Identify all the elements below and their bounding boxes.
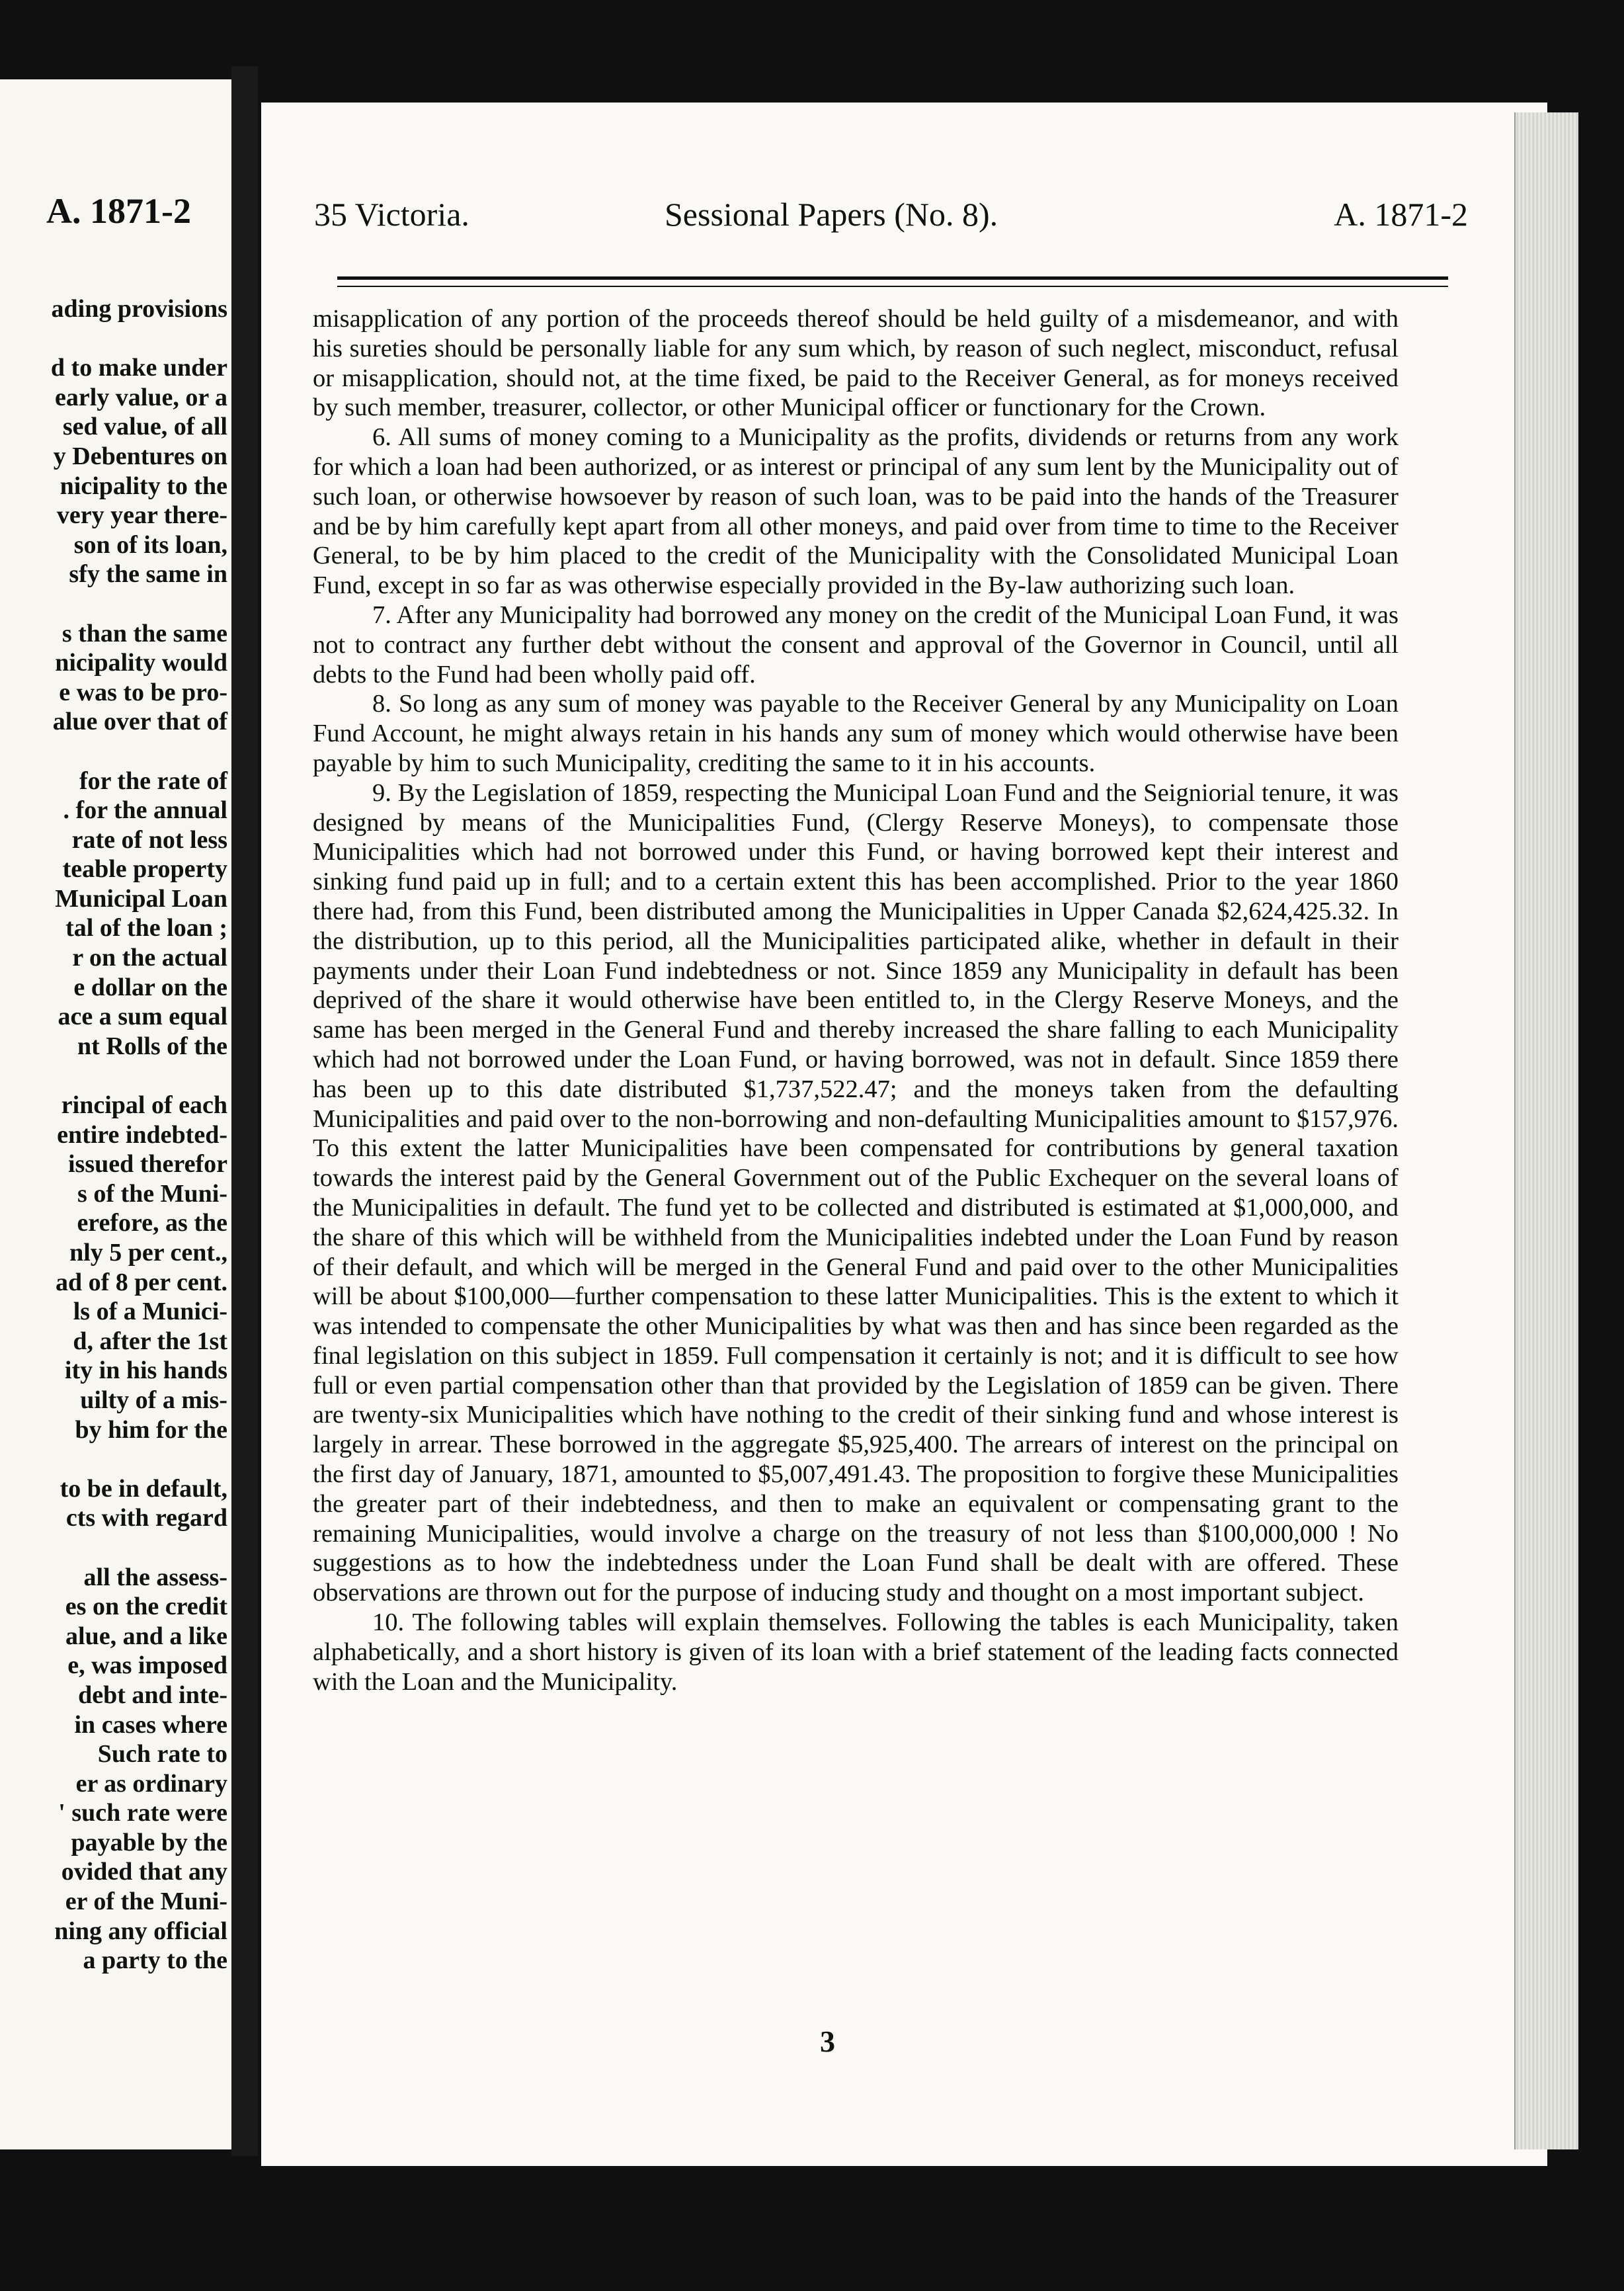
paragraph-continuation: misapplication of any portion of the proceeds thereof should be held guilty of a misdemeanor, and with his sureties should be personally liable for any sum which, by reason of such neglect, misconduct, refusal or misapplication, should not, at the time fixed, be paid to the Receiver General, as for moneys received by such member, treasurer, collector, or other Municipal officer or functionary for the Crown. (313, 305, 1399, 422)
left-page-line: er as ordinary (75, 1769, 227, 1798)
left-page-line: er of the Muni- (65, 1888, 227, 1916)
paragraph-9: 9. By the Legislation of 1859, respecting the Municipal Loan Fund and the Seigniorial tenure, it was designed by means of the Municipalities Fund, (Clergy Reserve Moneys), to compensate those Municipalities which had not borrowed under this Fund, or having borrowed kept their interest and sinking fund paid up in full; and to a certain extent this has been accomplished. Prior to the year 1860 there had, from this Fund, been distributed among the Municipalities in Upper Canada $2,624,425.32. In the distribution, up to this period, all the Municipalities participated alike, whether in default in their payments under their Loan Fund indebtedness or not. Since 1859 any Municipality in default has been deprived of the share it would otherwise have been entitled to, in the Clergy Reserve Moneys, and the same has been merged in the General Fund and thereby increased the share falling to each Municipality which had not borrowed under the Loan Fund, or having borrowed, was not in default. Since 1859 there has been up to this date distributed $1,737,522.47; and the moneys taken from the defaulting Municipalities and paid over to the non-borrowing and non-defaulting Municipalities amount to $157,976. To this extent the latter Municipalities have been compensated for contributions by general taxation towards the interest paid by the General Government out of the Public Exchequer on the several loans of the Municipalities in default. The fund yet to be collected and distributed is estimated at $1,000,000, and the share of this which will be withheld from the Municipalities indebted under the Loan Fund by reason of their default, and which will be merged in the General Fund and paid over to the other Municipalities will be about $100,000—further compensation to these latter Municipalities. This is the extent to which it was intended to compensate the other Municipalities by what was then and has since been regarded as the final legislation on this subject in 1859. Full compensation it certainly is not; and it is difficult to see how full or even partial compensation other than that provided by the Legislation of 1859 can be given. There are twenty-six Municipalities which have nothing to the credit of their sinking fund and whose interest is largely in arrear. These borrowed in the aggregate $5,925,400. The arrears of interest on the principal on the first day of January, 1871, amounted to $5,007,491.43. The proposition to forgive these Municipalities the greater part of their indebtedness, and then to make an equivalent or compensating grant to the remaining Municipalities, would involve a charge on the treasury of not less than $100,000,000 ! No suggestions as to how the indebtedness under the Loan Fund shall be dealt with are offered. These observations are thrown out for the purpose of inducing study and thought on a most important subject. (313, 778, 1399, 1607)
left-page-line (0, 589, 227, 619)
left-page-header: A. 1871-2 (46, 191, 191, 231)
left-page-line: Such rate to (97, 1740, 227, 1769)
left-page-line: alue over that of (52, 708, 227, 736)
left-page-line: ovided that any (61, 1858, 227, 1886)
left-page-line (0, 1061, 227, 1091)
left-page-line: s of the Muni- (77, 1179, 227, 1208)
left-page-line: erefore, as the (77, 1209, 227, 1237)
left-page-line: sfy the same in (69, 560, 227, 589)
left-page-line: for the rate of (79, 767, 227, 795)
left-page-line: issued therefor (68, 1150, 227, 1179)
left-page-line: cts with regard (65, 1504, 227, 1532)
left-page-line: a party to the (83, 1946, 227, 1975)
left-page-line: by him for the (75, 1415, 227, 1444)
right-page (261, 103, 1547, 2166)
page-stack-edges (1514, 112, 1578, 2149)
left-page-line: ls of a Munici- (73, 1298, 227, 1326)
header-title: Sessional Papers (No. 8). (665, 196, 998, 233)
left-page-line: e dollar on the (73, 973, 227, 1001)
left-page-line: d to make under (50, 354, 227, 382)
left-page-line: ad of 8 per cent. (56, 1268, 227, 1296)
left-page-line: payable by the (71, 1828, 227, 1856)
left-page-line: in cases where (74, 1710, 227, 1739)
left-page-line: y Debentures on (53, 442, 227, 470)
paragraph-7: 7. After any Municipality had borrowed any money on the credit of the Municipal Loan Fund, it was not to contract any further debt without the consent and approval of the Governor in Council, until all debts to the Fund had been wholly paid off. (313, 601, 1399, 688)
left-page-line: ace a sum equal (58, 1003, 227, 1031)
left-page-line: uilty of a mis- (80, 1386, 227, 1414)
left-page-line: nly 5 per cent., (69, 1239, 227, 1267)
left-page-line: to be in default, (60, 1474, 227, 1503)
paragraph-10: 10. The following tables will explain themselves. Following the tables is each Municipality, taken alphabetically, and a short history is given of its loan with a brief statement of the leading facts connected with the Loan and the Municipality. (313, 1608, 1399, 1696)
paragraph-8: 8. So long as any sum of money was payable to the Receiver General by any Municipality on Loan Fund Account, he might always retain in his hands any sum of money which would otherwise have been payable by him to such Municipality, crediting the same to it in his accounts. (313, 690, 1399, 777)
left-page-line: ading provisions (51, 295, 227, 323)
left-page-line: sed value, of all (62, 413, 227, 441)
left-page-line: d, after the 1st (73, 1327, 227, 1355)
left-page-line (0, 737, 227, 767)
left-page-line (0, 1444, 227, 1474)
left-page-line: e, was imposed (67, 1651, 227, 1680)
left-page-line: teable property (62, 855, 227, 884)
left-facing-page (0, 79, 233, 2149)
left-page-line: ning any official (54, 1917, 227, 1945)
left-page-line: son of its loan, (73, 530, 227, 559)
header-year: A. 1871-2 (1334, 196, 1468, 233)
left-page-line: nicipality to the (60, 472, 227, 500)
left-page-line (0, 1533, 227, 1563)
left-page-line: e was to be pro- (59, 678, 227, 706)
header-rule-thin (337, 286, 1448, 287)
left-page-line: very year there- (56, 501, 227, 530)
header-rule-thick (337, 276, 1448, 280)
left-page-line: alue, and a like (65, 1622, 227, 1650)
left-page-line: r on the actual (72, 944, 227, 972)
left-page-line: entire indebted- (57, 1120, 227, 1149)
left-page-line: tal of the loan ; (65, 914, 227, 942)
left-page-line: rate of not less (71, 825, 227, 854)
left-page-text-fragments (0, 294, 227, 1976)
paragraph-6: 6. All sums of money coming to a Municipality as the profits, dividends or returns from any work for which a loan had been authorized, or as interest or principal of any sum lent by the Municipality out of such loan, or otherwise howsoever by reason of such loan, was to be paid into the hands of the Treasurer and be by him carefully kept apart from all other moneys, and paid over from time to time to the Receiver General, to be by him placed to the credit of the Municipality with the Consolidated Municipal Loan Fund, except in so far as was otherwise especially provided in the By-law authorizing such loan. (313, 423, 1399, 600)
left-page-line: debt and inte- (78, 1681, 227, 1709)
left-page-line: ity in his hands (64, 1356, 227, 1385)
left-page-line (0, 324, 227, 354)
left-page-line: ' such rate were (58, 1799, 227, 1827)
left-page-line: s than the same (61, 619, 227, 647)
header-session: 35 Victoria. (314, 196, 469, 233)
left-page-line: early value, or a (54, 383, 227, 411)
page-number: 3 (820, 2024, 835, 2058)
running-header (314, 195, 1468, 241)
left-page-line: Municipal Loan (55, 884, 227, 913)
left-page-line: . for the annual (63, 796, 227, 825)
left-page-line: nt Rolls of the (77, 1032, 227, 1060)
left-page-line: rincipal of each (61, 1091, 227, 1120)
book-gutter (231, 66, 258, 2156)
left-page-line: nicipality would (55, 649, 227, 677)
left-page-line: es on the credit (65, 1593, 227, 1621)
body-text (313, 304, 1399, 1696)
left-page-line: all the assess- (83, 1563, 227, 1591)
